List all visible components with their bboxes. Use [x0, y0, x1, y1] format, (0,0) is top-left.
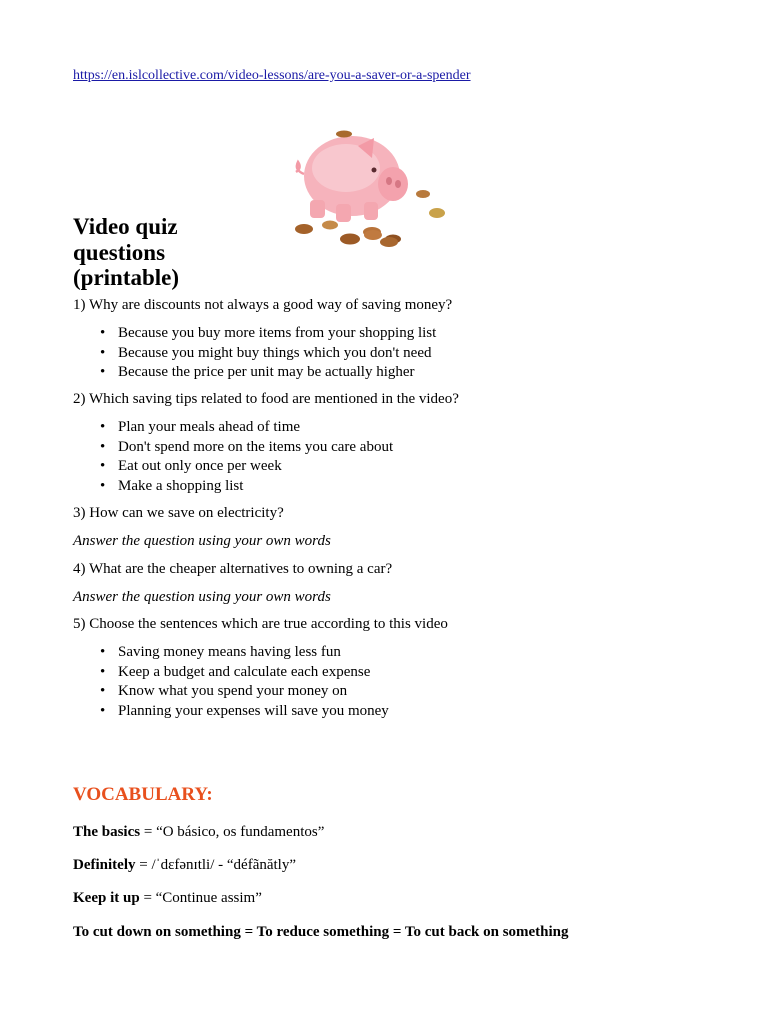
- vocab-entry: [73, 890, 262, 907]
- question-5-options: [73, 643, 389, 721]
- question-3-hint: Answer the question using your own words: [73, 533, 331, 549]
- question-4-hint: Answer the question using your own words: [73, 589, 331, 605]
- list-item: • Because you might buy things which you don't need: [73, 344, 436, 364]
- source-link[interactable]: https://en.islcollective.com/video-lessons/are-you-a-saver-or-a-spender: [73, 68, 471, 83]
- vocab-entry: [73, 924, 569, 941]
- question-4: 4) What are the cheaper alternatives to owning a car?: [73, 561, 393, 577]
- question-5: 5) Choose the sentences which are true according to this video: [73, 616, 448, 632]
- question-1: 1) Why are discounts not always a good way of saving money?: [73, 297, 453, 313]
- vocab-term: The basics: [73, 824, 141, 840]
- vocabulary-heading: VOCABULARY:: [73, 784, 213, 805]
- vocab-entry: [73, 857, 296, 874]
- page-title: Video quiz questions (printable): [73, 214, 180, 290]
- list-item: • Because you buy more items from your shopping list: [73, 324, 436, 344]
- list-item: • Make a shopping list: [73, 477, 393, 497]
- piggy-bank-icon: [276, 118, 490, 256]
- list-item: • Saving money means having less fun: [73, 643, 389, 663]
- list-item: • Because the price per unit may be actually higher: [73, 363, 436, 383]
- vocab-term: Definitely: [73, 857, 136, 873]
- list-item: • Eat out only once per week: [73, 457, 393, 477]
- question-3: 3) How can we save on electricity?: [73, 505, 284, 521]
- question-2: 2) Which saving tips related to food are mentioned in the video?: [73, 391, 459, 407]
- vocab-definition: = “O básico, os fundamentos”: [140, 824, 325, 840]
- question-1-options: [73, 324, 436, 383]
- vocab-term: To cut down on something = To reduce something = To cut back on something: [73, 924, 569, 940]
- list-item: • Keep a budget and calculate each expense: [73, 663, 389, 683]
- vocab-definition: = /ˈdɛfənɪtli/ - “défãnătly”: [135, 857, 297, 873]
- vocab-entry: [73, 824, 324, 841]
- list-item: • Planning your expenses will save you money: [73, 702, 389, 722]
- vocab-definition: = “Continue assim”: [139, 890, 262, 906]
- list-item: • Don't spend more on the items you care about: [73, 438, 393, 458]
- vocab-term: Keep it up: [73, 890, 140, 906]
- list-item: • Plan your meals ahead of time: [73, 418, 393, 438]
- question-2-options: [73, 418, 393, 496]
- list-item: • Know what you spend your money on: [73, 682, 389, 702]
